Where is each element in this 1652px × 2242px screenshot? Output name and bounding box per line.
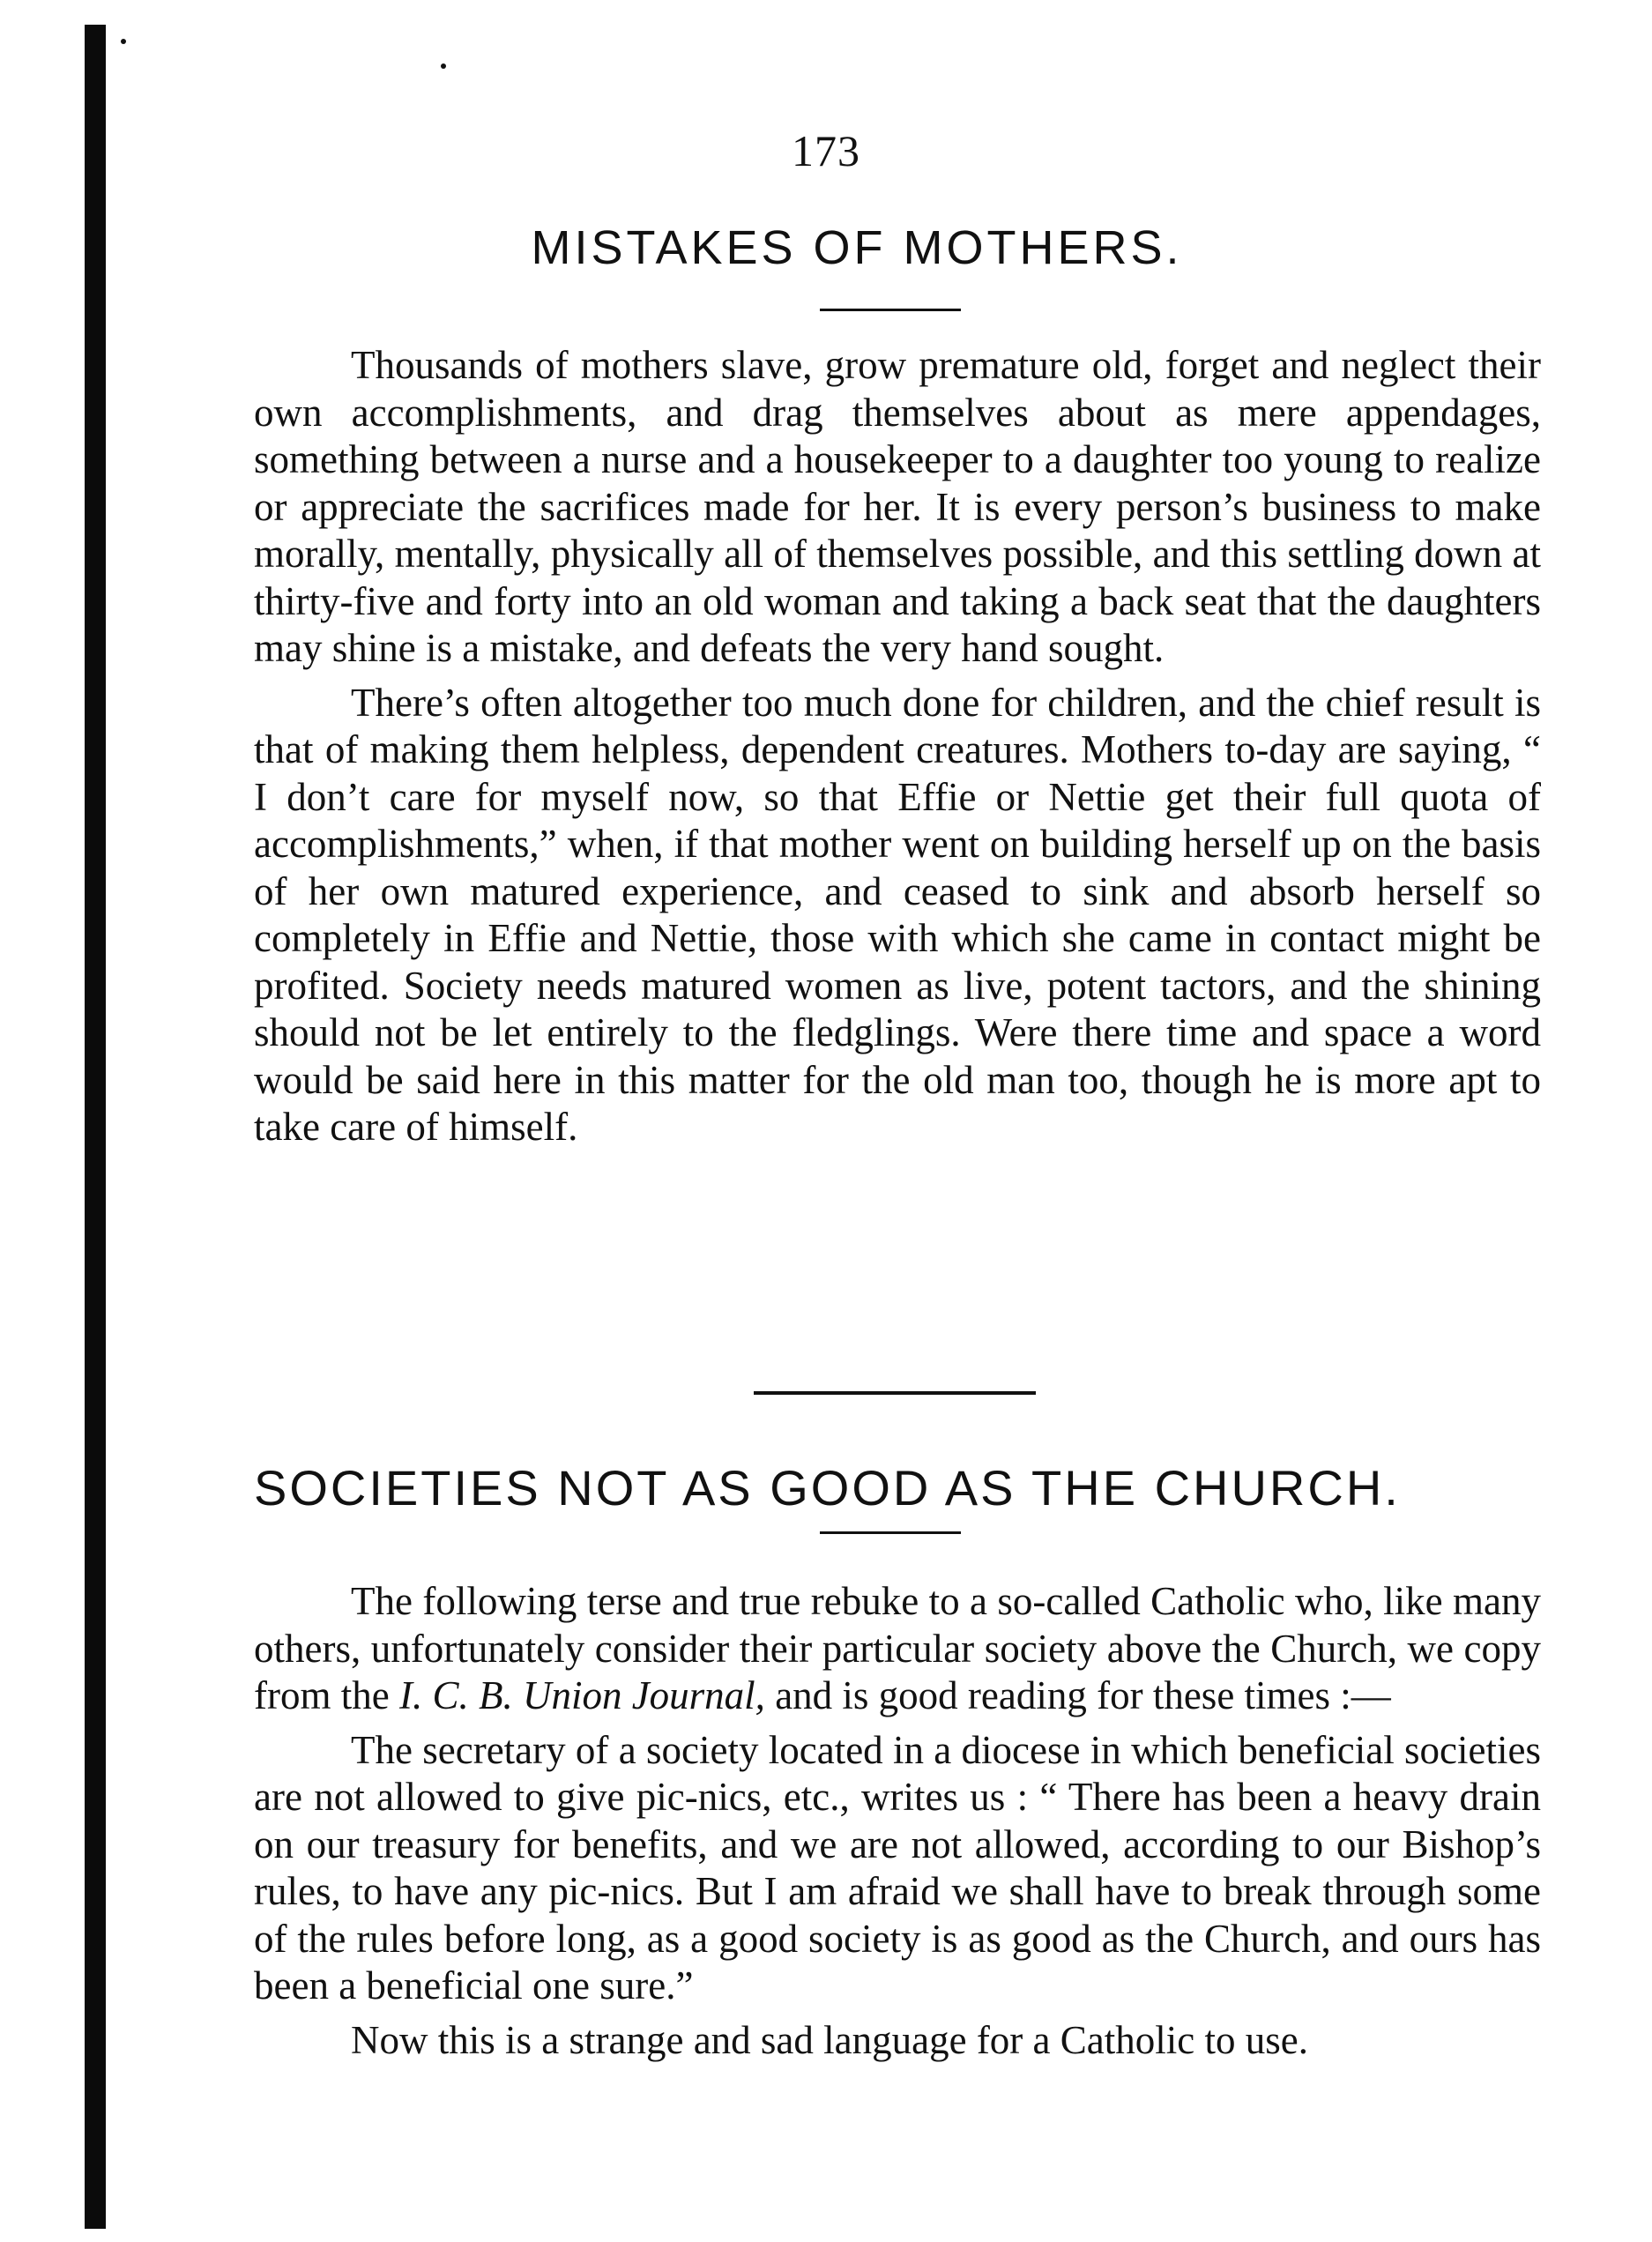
scan-speck (441, 63, 446, 69)
article-body (254, 342, 1541, 1151)
page-number: 173 (792, 126, 860, 175)
paragraph: The secretary of a society located in a diocese in which beneficial societies are not allowed to give pic-nics, etc., writes us : “ There has been a heavy drain on our treasury for benefits, and we are not allowed, according to our Bishop’s rules, to have any pic-nics. But I am afraid we shall have to break through some of the rules before long, as a good society is as good as the Church, and ours has been a beneficial one sure.” (254, 1727, 1541, 2007)
paragraph: There’s often altogether too much done for children, and the chief result is that of making them helpless, dependent creatures. Mothers to-day are saying, “ I don’t care for myself now, so that Effie or Nettie get their full quota of accomplishments,” when, if that mother went on building herself up on the basis of her own matured experience, and ceased to sink and absorb herself so completely in Effie and Nettie, those with which she came in contact might be profited. Society needs matured women as live, potent tactors, and the shining should not be let entirely to the fledglings. Were there time and space a word would be said here in this matter for the old man too, though he is more apt to take care of himself. (254, 680, 1541, 1149)
intro-text: The following terse and true rebuke to a so-called Catholic who, like many others, unfortunately consider their particular society above the Church, we copy from the (254, 1579, 1541, 1717)
title-rule (820, 309, 961, 311)
paragraph-intro (254, 1578, 1541, 1720)
paragraph: Thousands of mothers slave, grow premature old, forget and neglect their own accomplishments, and drag themselves about as mere appendages, something between a nurse and a housekeeper to a daughter too young to realize or appreciate the sacrifices made for her. It is every person’s business to make morally, mentally, physically all of themselves possible, and this settling down at thirty-five and forty into an old woman and taking a back seat that the daughters may shine is a mistake, and defeats the very hand sought. (254, 343, 1541, 670)
article-title: MISTAKES OF MOTHERS. (531, 221, 1183, 274)
scan-speck (121, 39, 126, 44)
paragraph: Now this is a strange and sad language for a Catholic to use. (351, 2017, 1308, 2062)
article-title: SOCIETIES NOT AS GOOD AS THE CHURCH. (254, 1460, 1401, 1516)
article-body (254, 1578, 1541, 2064)
title-rule (820, 1531, 961, 1534)
journal-title: I. C. B. Union Journal, (398, 1673, 765, 1717)
binding-edge (85, 25, 106, 2229)
section-divider (754, 1391, 1036, 1395)
intro-text: and is good reading for these times :— (764, 1673, 1391, 1717)
